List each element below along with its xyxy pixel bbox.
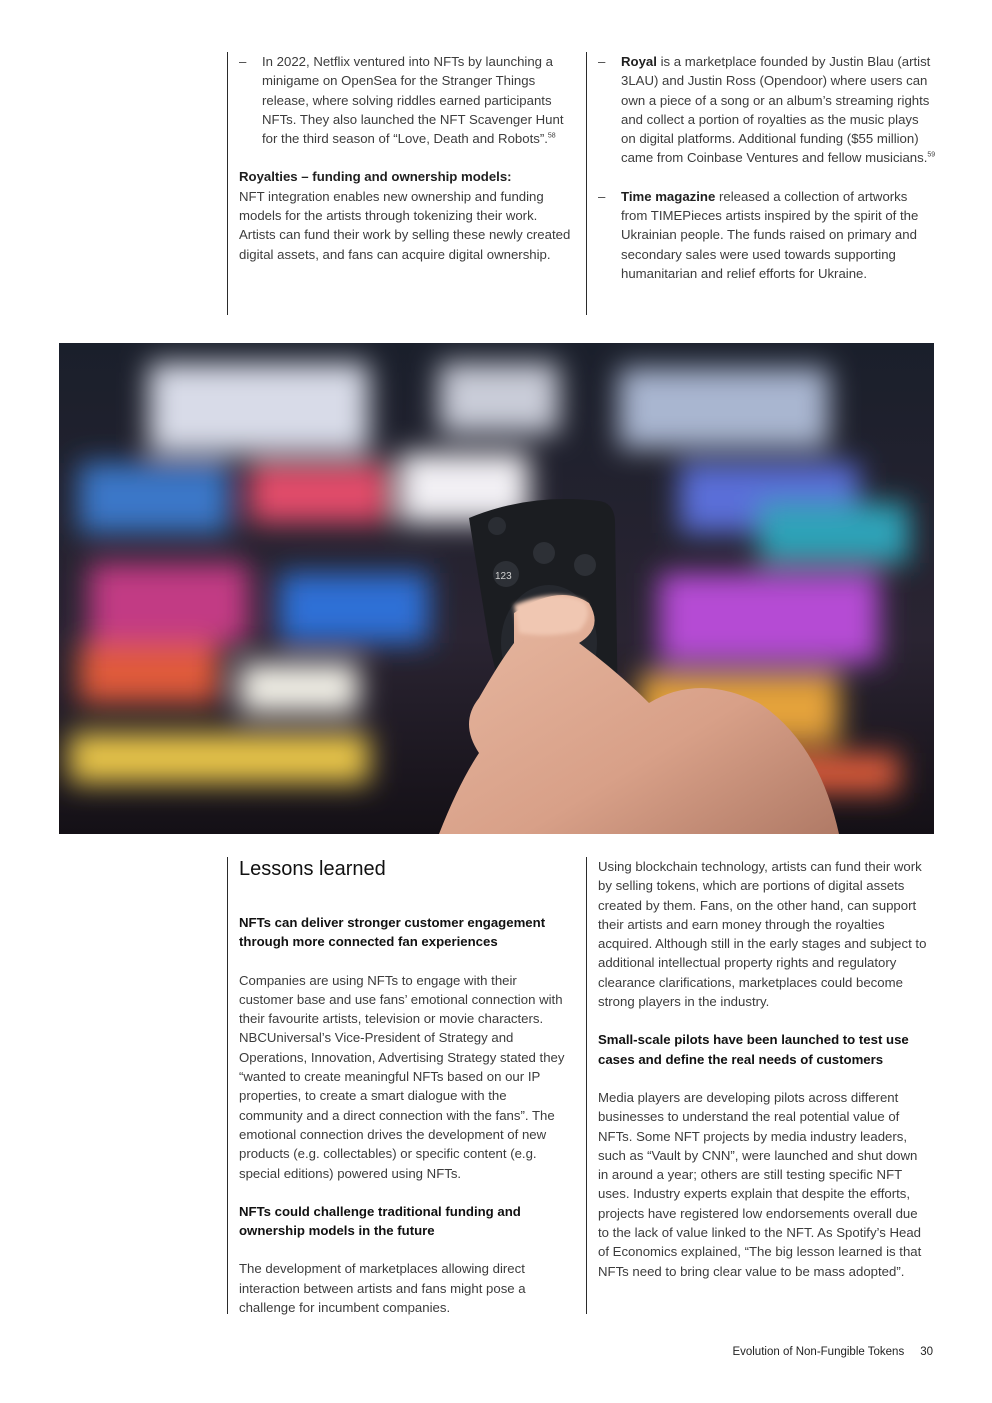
- lessons-heading: Lessons learned: [239, 858, 386, 880]
- netflix-bullet-text: [262, 52, 572, 148]
- footer-title: Evolution of Non-Fungible Tokens: [732, 1346, 905, 1358]
- royal-text: is a marketplace founded by Justin Blau (artist 3LAU) and Justin Ross (Opendoor) where users can own a piece of a song or an album’s streaming rights and collect a portion of royalties as the music plays on digital platforms. Additional funding ($55 million) came from Coinbase Ventures and fellow musicians.: [621, 54, 931, 166]
- time-text: released a collection of artworks from TIMEPieces artists inspired by the spirit of the Ukrainian people. The funds raised on primary and secondary sales were used towards supporting humanitarian and relief efforts for Ukraine.: [621, 188, 919, 281]
- engagement-subheading: NFTs can deliver stronger customer engagement through more connected fan experiences: [239, 915, 546, 950]
- page-number: 30: [920, 1346, 933, 1358]
- pilots-body: Media players are developing pilots across different businesses to understand the real potential value of NFTs. Some NFT projects by media industry leaders, such as “Vault by CNN”, were launched and shut down in around a year; others are still testing specific NFT uses. Industry experts explain that despite the efforts, projects have registered low endorsements overall due to the lack of value linked to the NFT. As Spotify’s Head of Economics explained, “The big lesson learned is that NFTs need to bring clear value to be mass adopted”.: [598, 1089, 922, 1279]
- footnote-ref: 58: [547, 132, 556, 140]
- page-footer: [732, 1346, 933, 1358]
- royalties-body: NFT integration enables new ownership and funding models for the artists through tokenizing their work. Artists can fund their work by selling these newly created digital assets, and fans can acquire digital ownership.: [239, 188, 571, 262]
- royal-bullet-text: [621, 52, 936, 168]
- time-name: Time magazine: [621, 188, 716, 204]
- royalties-section: [239, 167, 572, 263]
- lessons-right-column: [586, 857, 931, 1314]
- time-bullet: [598, 187, 936, 283]
- bullet-dash: –: [239, 54, 247, 69]
- royal-bullet: [598, 52, 936, 168]
- netflix-bullet: [239, 52, 572, 148]
- netflix-text: In 2022, Netflix ventured into NFTs by launching a minigame on OpenSea for the Stranger Things release, where solving riddles earned participants NFTs. They also launched the NFT Scavenger Hunt for the third season of “Love, Death and Robots”.: [262, 54, 564, 147]
- bullet-dash: –: [598, 188, 606, 204]
- royal-name: Royal: [621, 54, 657, 69]
- top-left-column: [227, 52, 572, 315]
- bullet-dash: –: [598, 54, 606, 69]
- time-bullet-text: [621, 187, 936, 283]
- engagement-body: Companies are using NFTs to engage with their customer base and use fans’ emotional connection with their favourite artists, television or movie characters. NBCUniversal’s Vice-President of Strategy and Operations, Innovation, Advertising Strategy stated they “wanted to create meaningful NFTs based on our IP properties, to create a smart dialogue with the community and a direct connection with the fans”. The emotional connection drives the development of new products (e.g. collectables) or specific content (e.g. special editions) powered using NFTs.: [239, 972, 565, 1181]
- remote-123-label: 123: [495, 571, 512, 582]
- pilots-subheading: Small-scale pilots have been launched to test use cases and define the real needs of customers: [598, 1032, 909, 1067]
- funding-body: The development of marketplaces allowing direct interaction between artists and fans might pose a challenge for incumbent companies.: [239, 1261, 526, 1316]
- blockchain-body: Using blockchain technology, artists can fund their work by selling tokens, which are portions of digital assets created by them. Fans, on the other hand, can support their artists and earn money through the royalties acquired. Although still in the early stages and subject to additional intellectual property rights and regulatory clearance clarifications, marketplaces could become strong players in the industry.: [598, 859, 927, 1010]
- photo-illustration: [59, 343, 934, 834]
- tv-remote-photo: [59, 343, 934, 834]
- funding-subheading: NFTs could challenge traditional funding and ownership models in the future: [239, 1203, 521, 1239]
- royalties-title: Royalties – funding and ownership models:: [239, 169, 512, 185]
- footnote-ref: 59: [927, 152, 936, 160]
- top-right-column: [586, 52, 936, 315]
- lessons-left-column: [227, 857, 572, 1314]
